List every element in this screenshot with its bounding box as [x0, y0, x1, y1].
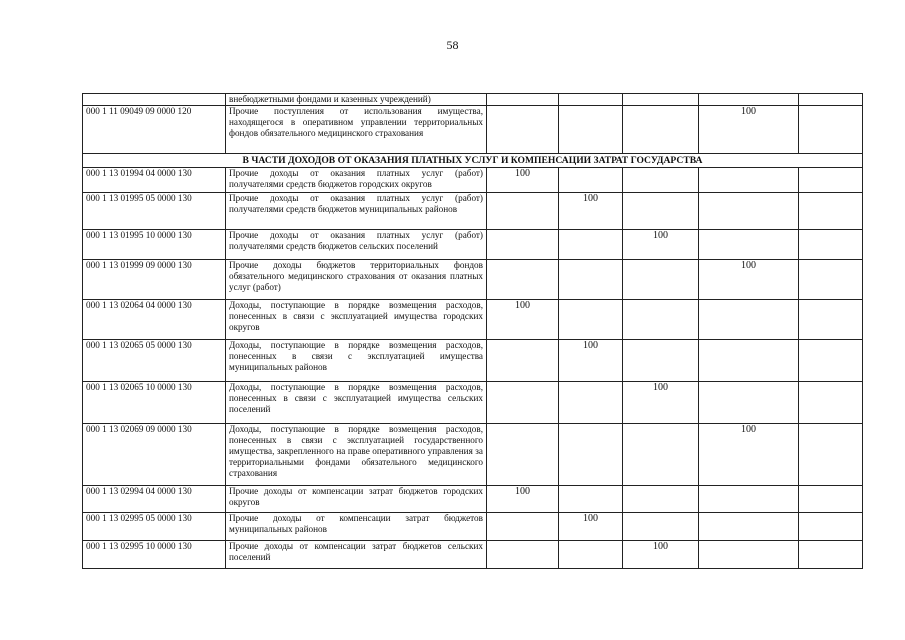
income-description-cell: Прочие доходы от оказания платных услуг (работ) получателями средств бюджетов муниципальных районов	[226, 193, 487, 230]
income-description-cell: Прочие доходы от компенсации затрат бюджетов муниципальных районов	[226, 513, 487, 541]
percentage-cell	[799, 230, 863, 260]
percentage-cell	[559, 382, 623, 424]
income-description-cell: Доходы, поступающие в порядке возмещения расходов, понесенных в связи с эксплуатацией имущества сельских поселений	[226, 382, 487, 424]
percentage-cell	[699, 94, 799, 106]
percentage-cell	[487, 424, 559, 486]
percentage-cell	[487, 230, 559, 260]
percentage-cell	[559, 300, 623, 340]
percentage-cell	[799, 94, 863, 106]
percentage-cell	[623, 340, 699, 382]
percentage-cell	[623, 193, 699, 230]
percentage-cell	[699, 486, 799, 513]
section-header-row	[83, 154, 863, 168]
table-row	[83, 424, 863, 486]
income-description-cell: Прочие доходы от компенсации затрат бюджетов сельских поселений	[226, 541, 487, 569]
percentage-cell	[699, 340, 799, 382]
table-row	[83, 260, 863, 300]
income-description-cell: Доходы, поступающие в порядке возмещения расходов, понесенных в связи с эксплуатацией государственного имущества, закрепленного на праве оперативного управления за территориальными фондами обязательного медицинского страхования	[226, 424, 487, 486]
budget-code-cell: 000 1 13 02064 04 0000 130	[83, 300, 226, 340]
percentage-cell	[487, 94, 559, 106]
table-row	[83, 106, 863, 154]
income-description-cell: Прочие доходы от компенсации затрат бюджетов городских округов	[226, 486, 487, 513]
percentage-cell	[799, 382, 863, 424]
budget-code-cell: 000 1 13 02995 10 0000 130	[83, 541, 226, 569]
percentage-cell: 100	[559, 193, 623, 230]
percentage-cell	[623, 260, 699, 300]
budget-code-cell: 000 1 13 02995 05 0000 130	[83, 513, 226, 541]
percentage-cell	[699, 541, 799, 569]
income-description-cell: Доходы, поступающие в порядке возмещения расходов, понесенных в связи с эксплуатацией имущества городских округов	[226, 300, 487, 340]
budget-code-cell: 000 1 13 01994 04 0000 130	[83, 168, 226, 193]
table-row	[83, 382, 863, 424]
percentage-cell	[559, 260, 623, 300]
percentage-cell	[699, 230, 799, 260]
percentage-cell	[487, 260, 559, 300]
budget-code-cell: 000 1 13 02069 09 0000 130	[83, 424, 226, 486]
budget-code-cell	[83, 94, 226, 106]
percentage-cell	[559, 541, 623, 569]
income-description-cell: внебюджетными фондами и казенных учреждений)	[226, 94, 487, 106]
income-description-cell: Прочие поступления от использования имущества, находящегося в оперативном управлении территориальных фондов обязательного медицинского страхования	[226, 106, 487, 154]
percentage-cell	[799, 106, 863, 154]
budget-code-cell: 000 1 13 02065 05 0000 130	[83, 340, 226, 382]
percentage-cell	[799, 260, 863, 300]
percentage-cell	[799, 193, 863, 230]
revenue-classification-table	[82, 93, 863, 569]
table-row	[83, 340, 863, 382]
percentage-cell	[699, 513, 799, 541]
percentage-cell	[623, 106, 699, 154]
percentage-cell	[487, 513, 559, 541]
percentage-cell	[559, 106, 623, 154]
income-description-cell: Прочие доходы бюджетов территориальных фондов обязательного медицинского страхования от оказания платных услуг (работ)	[226, 260, 487, 300]
budget-code-cell: 000 1 13 02065 10 0000 130	[83, 382, 226, 424]
table-row	[83, 193, 863, 230]
page-number: 58	[446, 38, 459, 52]
percentage-cell: 100	[699, 424, 799, 486]
percentage-cell	[623, 300, 699, 340]
table-row	[83, 168, 863, 193]
percentage-cell	[799, 300, 863, 340]
percentage-cell: 100	[559, 340, 623, 382]
percentage-cell	[699, 193, 799, 230]
percentage-cell: 100	[623, 230, 699, 260]
budget-code-cell: 000 1 13 01999 09 0000 130	[83, 260, 226, 300]
percentage-cell	[623, 424, 699, 486]
table-row	[83, 486, 863, 513]
section-title: В ЧАСТИ ДОХОДОВ ОТ ОКАЗАНИЯ ПЛАТНЫХ УСЛУГ И КОМПЕНСАЦИИ ЗАТРАТ ГОСУДАРСТВА	[83, 154, 863, 168]
percentage-cell	[559, 168, 623, 193]
percentage-cell	[699, 382, 799, 424]
percentage-cell	[559, 424, 623, 486]
percentage-cell	[799, 486, 863, 513]
percentage-cell	[799, 513, 863, 541]
percentage-cell	[799, 541, 863, 569]
percentage-cell: 100	[623, 541, 699, 569]
budget-code-cell: 000 1 13 01995 10 0000 130	[83, 230, 226, 260]
percentage-cell: 100	[623, 382, 699, 424]
percentage-cell	[487, 193, 559, 230]
percentage-cell	[487, 541, 559, 569]
percentage-cell: 100	[699, 260, 799, 300]
percentage-cell	[559, 230, 623, 260]
percentage-cell	[487, 106, 559, 154]
percentage-cell	[623, 513, 699, 541]
table-row	[83, 300, 863, 340]
percentage-cell	[699, 300, 799, 340]
income-description-cell: Доходы, поступающие в порядке возмещения расходов, понесенных в связи с эксплуатацией имущества муниципальных районов	[226, 340, 487, 382]
percentage-cell	[623, 168, 699, 193]
percentage-cell	[559, 94, 623, 106]
budget-code-cell: 000 1 13 02994 04 0000 130	[83, 486, 226, 513]
percentage-cell: 100	[559, 513, 623, 541]
percentage-cell: 100	[699, 106, 799, 154]
table-row	[83, 230, 863, 260]
percentage-cell	[799, 424, 863, 486]
percentage-cell	[559, 486, 623, 513]
percentage-cell	[623, 94, 699, 106]
percentage-cell	[799, 168, 863, 193]
table-row	[83, 513, 863, 541]
income-description-cell: Прочие доходы от оказания платных услуг (работ) получателями средств бюджетов городских округов	[226, 168, 487, 193]
budget-code-cell: 000 1 13 01995 05 0000 130	[83, 193, 226, 230]
table-row	[83, 94, 863, 106]
percentage-cell: 100	[487, 486, 559, 513]
percentage-cell: 100	[487, 300, 559, 340]
percentage-cell	[799, 340, 863, 382]
percentage-cell	[487, 340, 559, 382]
percentage-cell	[487, 382, 559, 424]
percentage-cell: 100	[487, 168, 559, 193]
table-row	[83, 541, 863, 569]
income-description-cell: Прочие доходы от оказания платных услуг (работ) получателями средств бюджетов сельских поселений	[226, 230, 487, 260]
percentage-cell	[699, 168, 799, 193]
percentage-cell	[623, 486, 699, 513]
budget-code-cell: 000 1 11 09049 09 0000 120	[83, 106, 226, 154]
